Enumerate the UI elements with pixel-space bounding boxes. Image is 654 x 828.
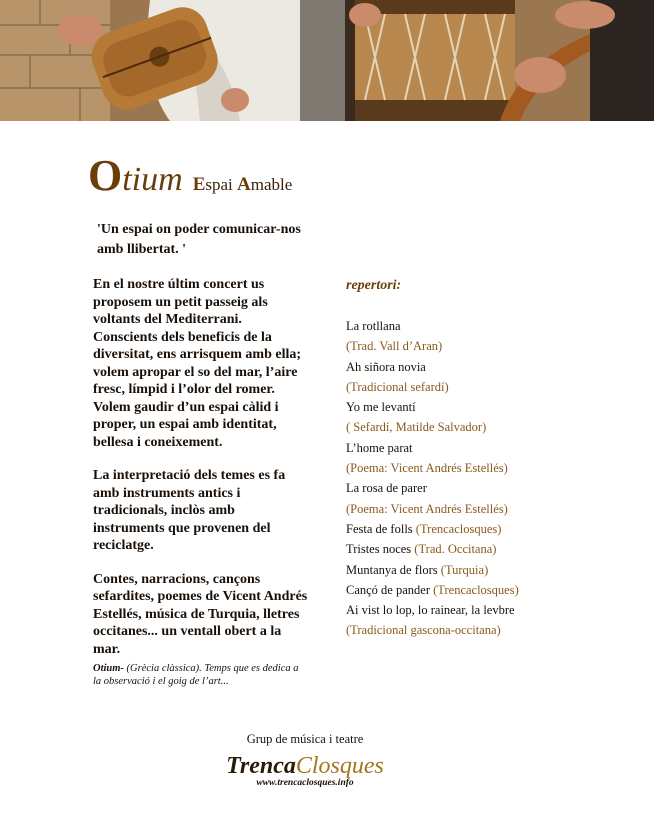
list-item [346,499,606,519]
footer [0,732,610,788]
song-source: (Tradicional sefardí) [346,379,449,394]
song-source: (Turquia) [440,562,489,577]
song-source: (Tradicional gascona-occitana) [346,623,501,638]
song-title: La rotllana [346,319,401,333]
song-source: (Trencaclosques) [433,582,519,597]
list-item [346,316,606,336]
page-title [88,150,292,201]
song-source: (Poema: Vicent Andrés Estellés) [346,461,508,476]
list-item [346,336,606,356]
song-title: Tristes noces [346,542,415,557]
list-item [346,600,606,620]
song-title: Muntanya de flors [346,562,441,577]
description-column [93,220,308,688]
musicians-image [0,0,654,121]
list-item [346,377,606,397]
otium-definition [93,662,308,688]
song-title: Yo me levantí [346,400,416,415]
song-title: Festa de folls [346,521,416,536]
header-photo [0,0,654,121]
list-item [346,458,606,478]
repertoire-column [346,278,606,641]
description-paragraph: La interpretació dels temes es fa amb instruments antics i tradicionals, inclòs amb instruments que provenen del reciclatge. [93,468,286,553]
website-link[interactable]: www.trencaclosques.info [256,778,354,788]
subtitle-initial-2: A [237,174,251,195]
description-paragraph: En el nostre últim concert us proposem un petit passeig als voltants del Mediterrani. Conscients dels beneficis de la diversitat, ens arrisquem amb ella; volem apropar el so del mar, l’aire fresc, límpid i l’olor del romer. Volem gaudir d’un espai càlid i proper, un espai amb identitat, bellesa i coneixement. [93,277,302,450]
song-title: Ah siñora novia [346,359,426,374]
subtitle-rest-2: mable [250,175,293,194]
otium-term: Otium- [93,663,124,674]
title-rest: tium [122,161,183,198]
list-item [346,519,606,539]
list-item [346,397,606,417]
subtitle [193,175,293,194]
list-item [346,560,606,580]
song-title: Cançó de pander [346,582,434,597]
list-item [346,417,606,437]
otium-definition-text: (Grècia clàssica). Temps que es dedica a la observació i el goig de l’art... [93,663,299,687]
song-source: (Trad. Vall d’Aran) [346,339,443,354]
list-item [346,478,606,498]
repertoire-list [346,316,606,641]
song-source: (Poema: Vicent Andrés Estellés) [346,501,508,516]
subtitle-rest-1: spai [205,175,233,194]
list-item [346,580,606,600]
song-title: L’home parat [346,440,413,455]
repertoire-title: repertori: [346,278,402,293]
brand-part-2: Closques [295,753,384,779]
song-source: (Trencaclosques) [415,521,502,536]
song-source: (Trad. Occitana) [414,542,497,557]
song-title: Ai vist lo lop, lo rainear, la levbre [346,603,515,618]
motto-quote: 'Un espai on poder comunicar-nos amb llibertat. ' [97,222,301,257]
brand-part-1: Trenca [226,753,296,779]
group-description: Grup de música i teatre [246,732,364,746]
list-item [346,539,606,559]
list-item [346,357,606,377]
brand-logo [0,753,610,780]
title-initial: O [88,151,123,200]
description-paragraph: Contes, narracions, cançons sefardites, poemes de Vicent Andrés Estellés, música de Turquia, lletres occitanes... un ventall obert a la mar. [93,571,308,657]
song-source: ( Sefardí, Matilde Salvador) [346,420,487,435]
list-item [346,438,606,458]
song-title: La rosa de parer [346,481,427,496]
subtitle-initial-1: E [192,174,206,195]
list-item [346,620,606,640]
